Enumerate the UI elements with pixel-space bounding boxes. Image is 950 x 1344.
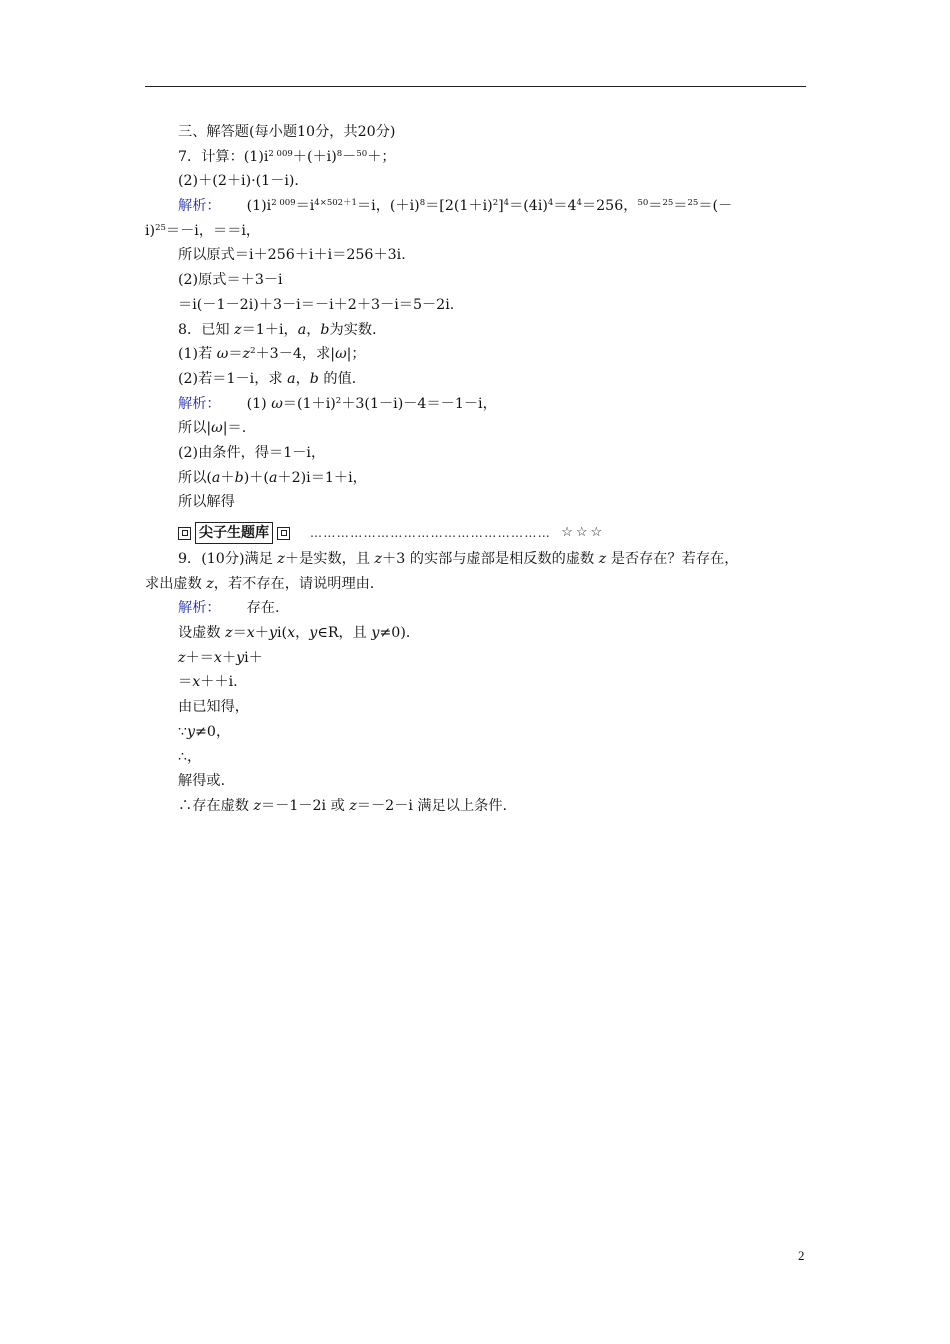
q9-line-1: 9．(10分)满足 z＋是实数，且 z＋3 的实部与虚部是相反数的虚数 z 是否存在？若存在， [178,551,739,567]
q8-line-7: 所以(a＋b)＋(a＋2)i＝1＋i， [178,469,367,486]
q9-solution: 解析： 存在. [178,600,280,617]
dot-leader: ……………………………………………… [310,525,552,540]
q9-line-9: ∴， [178,748,202,765]
q8-line-1: 8．已知 z＝1＋i，a，b为实数． [178,321,387,338]
q8-line-6: (2)由条件，得＝1－i， [178,444,326,461]
q9-line-10: 解得或. [178,773,226,790]
difficulty-stars: ☆☆☆ [561,524,606,540]
q9-line-8: ∵y≠0， [178,723,231,740]
solution-label: 解析： [178,198,221,215]
header-rule [145,86,806,87]
q8-line-5: 所以|ω|＝. [178,420,247,437]
q7-solution-cont: i)$^{25}$＝－i，＝＝i， [145,222,261,239]
page-number: 2 [798,1248,805,1263]
q7-line-1: 7．计算：$(1)i^{2 009}+(+i)^8-^{50}+$； [178,148,396,165]
q7-line-5: 所以原式＝i＋256＋i＋i＝256＋3i. [178,247,406,264]
q7-line-2: (2)＋(2＋i)·(1－i)． [178,173,309,190]
q8-line-8: 所以解得 [178,494,235,511]
document-body [145,120,806,819]
q9-line-7: 由已知得， [178,699,249,716]
solution-label: 解析： [178,395,221,412]
solution-label: 解析： [178,600,221,617]
square-marker-icon [277,527,290,540]
q7-line-7: ＝i(－1－2i)＋3－i＝－i＋2＋3－i＝5－2i. [178,296,455,313]
section-title: 三、解答题(每小题10分，共20分) [178,124,396,140]
q9-line-5: z＋＝x＋yi＋ [178,649,263,666]
top-students-banner [145,519,806,547]
q7-solution: 解析： $(1)i^{2 009}=i^{4\times 502+1}=i$，$(+i)^8=[2(1+i)^2]^4=(4i)^4=4^4=256$，$^{50}$＝$^{25}$＝$^{25}$＝(－ [178,198,733,215]
q9-line-2: 求出虚数 z，若不存在，请说明理由． [145,575,385,592]
q8-solution: 解析： (1) $\omega=(1+i)^2+3(1-i)-4=-1-i$， [178,395,497,412]
q8-line-2: (1)若 $\omega=z^2+3-4$，求|ω|； [178,346,366,363]
q7-line-6: (2)原式＝＋3－i [178,272,283,289]
q9-line-4: 设虚数 z＝x＋yi(x，y∈R，且 y≠0)． [178,625,421,642]
q8-line-3: (2)若＝1－i，求 a，b 的值． [178,370,366,387]
banner-title: 尖子生题库 [195,522,273,544]
q9-line-11: ∴存在虚数 z＝－1－2i 或 z＝－2－i 满足以上条件. [178,797,508,814]
q9-line-6: ＝x＋＋i. [178,674,238,691]
square-marker-icon [178,527,191,540]
